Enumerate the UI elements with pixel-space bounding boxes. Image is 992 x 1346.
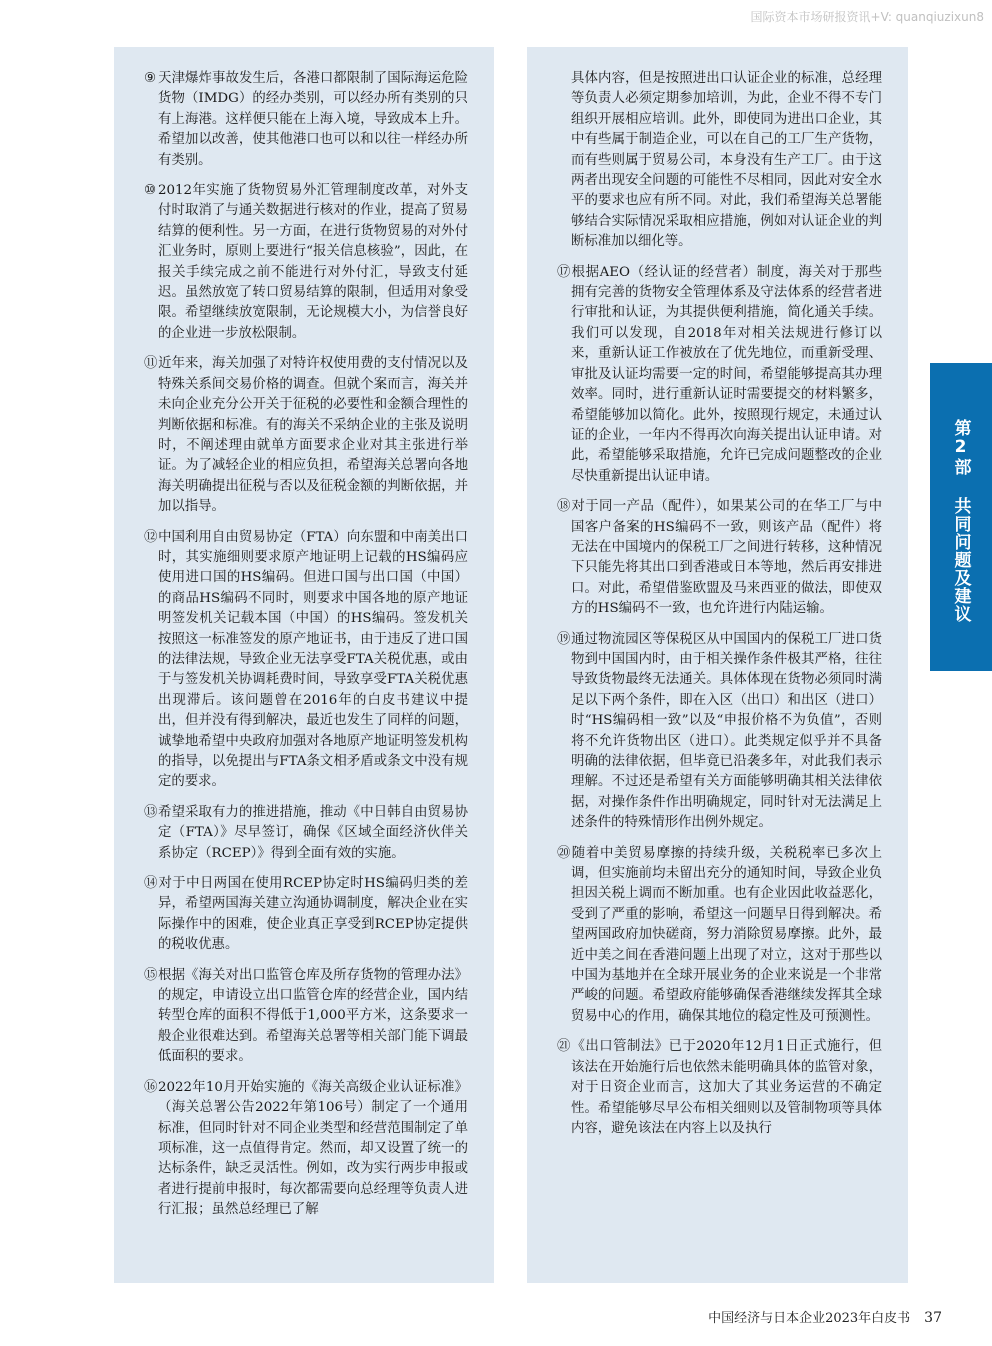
item-number: ⑮ [144, 967, 158, 983]
item-text: 根据《海关对出口监管仓库及所存货物的管理办法》的规定，申请设立出口监管仓库的经营企业，国内结转型仓库的面积不得低于1,000平方米，这条要求一般企业很难达到。希望海关总署等相关部门能下调最低面积的要求。 [158, 967, 468, 1065]
list-item [144, 69, 468, 171]
list-item [144, 1078, 468, 1221]
item-text: 中国利用自由贸易协定（FTA）向东盟和中南美出口时，其实施细则要求原产地证明上记载的HS编码应使用进口国的HS编码。但进口国与出口国（中国）的商品HS编码不同时，则要求中国各地的原产地证明签发机关记载本国（中国）的HS编码。签发机关按照这一标准签发的原产地证书，由于违反了进口国的法律法规，导致企业无法享受FTA关税优惠，或由于与签发机关协调耗费时间，导致享受FTA关税优惠出现滞后。该问题曾在2016年的白皮书建议中提出，但并没有得到解决，最近也发生了同样的问题，诚挚地希望中央政府加强对各地原产地证明签发机构的指导，以免提出与FTA条文相矛盾或条文中没有规定的要求。 [158, 529, 468, 790]
section-tab [930, 363, 992, 671]
item-number: ⑭ [144, 876, 158, 892]
list-item [557, 630, 882, 834]
item-number: ⑬ [144, 804, 158, 820]
item-text: 希望采取有力的推进措施，推动《中日韩自由贸易协定（FTA）》尽早签订，确保《区域全面经济伙伴关系协定（RCEP）》得到全面有效的实施。 [158, 804, 468, 861]
item-number: ⑫ [144, 529, 158, 545]
page-number: 37 [924, 1310, 942, 1326]
item-number: ⑲ [557, 631, 571, 647]
item-number: ㉑ [557, 1039, 571, 1055]
watermark: 国际资本市场研报资讯+V: quanqiuzixun8 [750, 10, 984, 24]
footer-title: 中国经济与日本企业2023年白皮书 [708, 1311, 911, 1326]
item-number: ⑨ [144, 71, 157, 86]
list-item [557, 263, 882, 487]
list-item [144, 181, 468, 344]
item-text: 对于中日两国在使用RCEP协定时HS编码归类的差异，希望两国海关建立沟通协调制度，解决企业在实际操作中的困难，使企业真正享受到RCEP协定提供的税收优惠。 [158, 876, 468, 953]
item-number: ⑯ [144, 1079, 158, 1095]
list-item-continuation: 具体内容，但是按照进出口认证企业的标准，总经理等负责人必须定期参加培训，为此，企业不得不专门组织开展相应培训。此外，即使同为进出口企业，其中有些属于制造企业，可以在自己的工厂生产货物，而有些则属于贸易公司，本身没有生产工厂。由于这两者出现安全问题的可能性不尽相同，因此对安全水平的要求也应有所不同。对此，我们希望海关总署能够结合实际情况采取相应措施，例如对认证企业的判断标准加以细化等。 [571, 71, 882, 250]
item-text: 天津爆炸事故发生后，各港口都限制了国际海运危险货物（IMDG）的经办类别，可以经办所有类别的只有上海港。这样便只能在上海入境，导致成本上升。希望加以改善，使其他港口也可以和以往一样经办所有类别。 [158, 71, 468, 168]
item-number: ⑩ [144, 183, 157, 199]
list-item [144, 354, 468, 517]
list-item [144, 528, 468, 793]
right-column [527, 47, 908, 1283]
left-column [114, 47, 494, 1283]
item-text: 对于同一产品（配件），如果某公司的在华工厂与中国客户备案的HS编码不一致，则该产品（配件）将无法在中国境内的保税工厂之间进行转移，这种情况下只能先将其出口到香港或日本等地，然后再安排进口。对此，希望借鉴欧盟及马来西亚的做法，即使双方的HS编码不一致，也允许进行内陆运输。 [571, 499, 882, 617]
list-item [557, 497, 882, 619]
item-number: ⑪ [144, 356, 158, 372]
list-item [144, 803, 468, 864]
list-item [557, 844, 882, 1028]
page-footer [708, 1307, 942, 1326]
item-text: 2012年实施了货物贸易外汇管理制度改革，对外支付时取消了与通关数据进行核对的作业，提高了贸易结算的便利性。另一方面，在进行货物贸易的对外付汇业务时，原则上要进行“报关信息核验”，因此，在报关手续完成之前不能进行对外付汇，导致支付延迟。虽然放宽了转口贸易结算的限制，但适用对象受限。希望继续放宽限制，无论规模大小，为信誉良好的企业进一步放松限制。 [158, 183, 468, 341]
list-item [144, 874, 468, 956]
section-tab-label: 第2部 共同问题及建议 [950, 419, 971, 623]
item-text: 通过物流园区等保税区从中国国内的保税工厂进口货物到中国国内时，由于相关操作条件极其严格，往往导致货物最终无法通关。具体体现在货物必须同时满足以下两个条件，即在入区（出口）和出区（进口）时“HS编码相一致”以及“申报价格不为负值”，否则将不允许货物出区（进口）。此类规定似乎并不具备明确的法律依据，但毕竟已沿袭多年，对此我们表示理解。不过还是希望有关方面能够明确其相关法律依据，对操作条件作出明确规定，同时针对无法满足上述条件的特殊情形作出例外规定。 [571, 631, 882, 831]
list-item [144, 966, 468, 1068]
item-text: 根据AEO（经认证的经营者）制度，海关对于那些拥有完善的货物安全管理体系及守法体系的经营者进行审批和认证，为其提供便利措施，简化通关手续。我们可以发现，自2018年对相关法规进行修订以来，重新认证工作被放在了优先地位，而重新受理、审批及认证均需要一定的时间，希望能够提高其办理效率。同时，进行重新认证时需要提交的材料繁多，希望能够加以简化。此外，按照现行规定，未通过认证的企业，一年内不得再次向海关提出认证申请。对此，希望能够采取措施，允许已完成问题整改的企业尽快重新提出认证申请。 [571, 264, 882, 484]
item-text: 随着中美贸易摩擦的持续升级，关税税率已多次上调，但实施前均未留出充分的通知时间，导致企业负担因关税上调而不断加重。也有企业因此收益恶化，受到了严重的影响，希望这一问题早日得到解决。希望两国政府加快磋商，努力消除贸易摩擦。此外，最近中美之间在香港问题上出现了对立，这对于那些以中国为基地并在全球开展业务的企业来说是一个非常严峻的问题。希望政府能够确保香港继续发挥其全球贸易中心的作用，确保其地位的稳定性及可预测性。 [571, 845, 882, 1024]
item-text: 2022年10月开始实施的《海关高级企业认证标准》（海关总署公告2022年第106号）制定了一个通用标准，但同时针对不同企业类型和经营范围制定了单项标准，这一点值得肯定。然而，却又设置了统一的达标条件，缺乏灵活性。例如，改为实行两步申报或者进行提前申报时，每次都需要向总经理等负责人进行汇报；虽然总经理已了解 [158, 1079, 468, 1218]
item-number: ⑱ [557, 499, 571, 515]
list-item [557, 1037, 882, 1139]
item-number: ⑰ [557, 264, 571, 280]
item-number: ⑳ [557, 845, 571, 861]
item-text: 《出口管制法》已于2020年12月1日正式施行，但该法在开始施行后也依然未能明确具体的监管对象，对于日资企业而言，这加大了其业务运营的不确定性。希望能够尽早公布相关细则以及管制物项等具体内容，避免该法在内容上以及执行 [571, 1039, 882, 1136]
item-text: 近年来，海关加强了对特许权使用费的支付情况以及特殊关系间交易价格的调查。但就个案而言，海关并未向企业充分公开关于征税的必要性和金额合理性的判断依据和标准。有的海关不采纳企业的主张及说明时，不阐述理由就单方面要求企业对其主张进行举证。为了减轻企业的相应负担，希望海关总署向各地海关明确提出征税与否以及征税金额的判断依据，并加以指导。 [158, 356, 468, 515]
